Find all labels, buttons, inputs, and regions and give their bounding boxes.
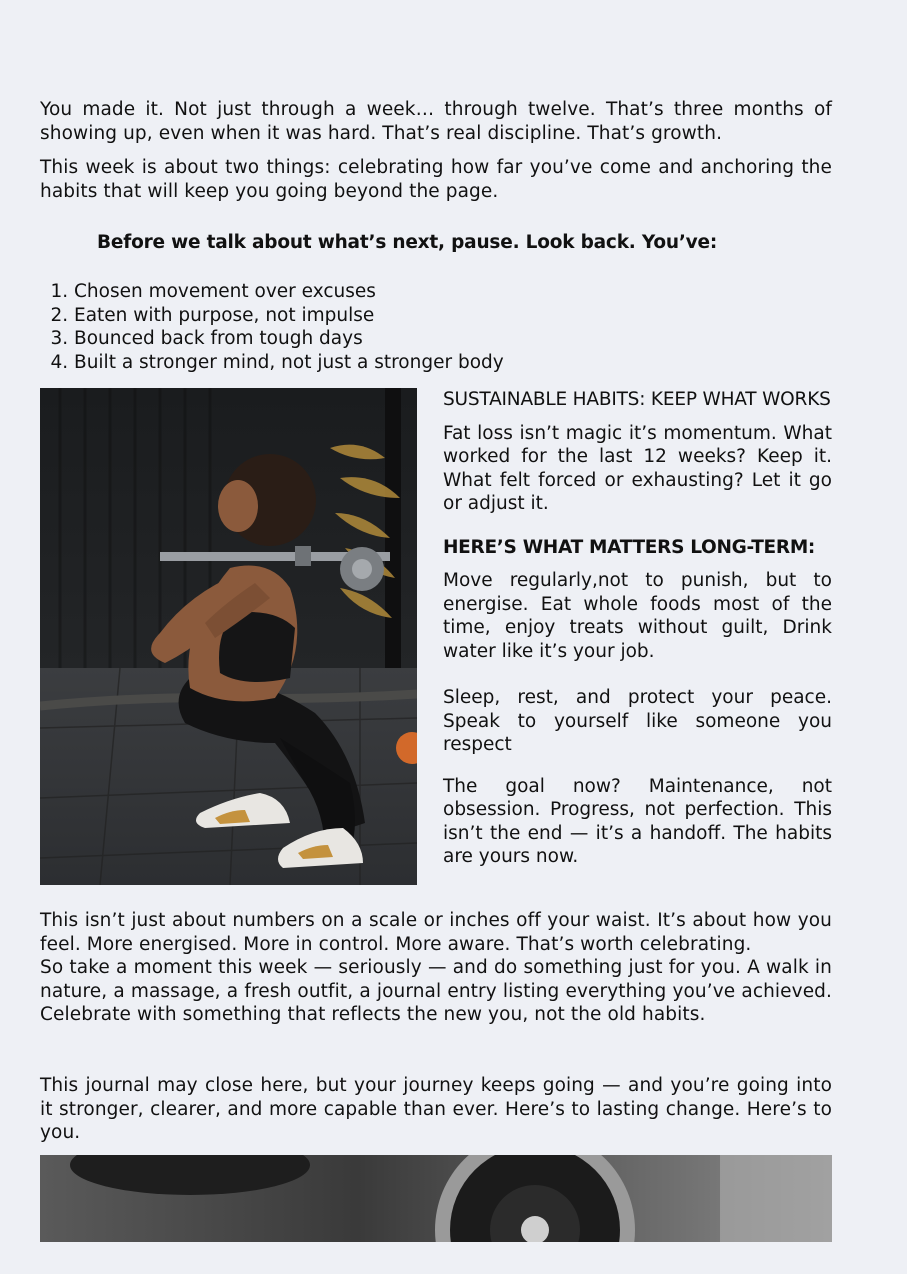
intro-paragraph-1: You made it. Not just through a week… through twelve. That’s three months of showing up, even when it was hard. That’s real discipline. That’s growth. — [40, 99, 832, 144]
habits-title: SUSTAINABLE HABITS: KEEP WHAT WORKS — [443, 389, 831, 410]
list-item: 4. Built a stronger mind, not just a stronger body — [74, 351, 674, 375]
habits-paragraph-2: Move regularly,not to punish, but to energise. Eat whole foods most of the time, enjoy treats without guilt, Drink water like it’s your job. — [443, 570, 832, 662]
closing-paragraph-1b: So take a moment this week — seriously — and do something just for you. A walk in nature, a massage, a fresh outfit, a journal entry listing everything you’ve achieved. Celebrate with something that reflects the new you, not the old habits. — [40, 957, 832, 1025]
achievements-list — [40, 280, 674, 374]
closing-paragraph-2: This journal may close here, but your journey keeps going — and you’re going into it stronger, clearer, and more capable than ever. Here’s to lasting change. Here’s to you. — [40, 1075, 832, 1143]
squat-photo — [40, 388, 417, 885]
list-item: 1. Chosen movement over excuses — [74, 280, 674, 304]
intro-paragraph-2: This week is about two things: celebrating how far you’ve come and anchoring the habits that will keep you going beyond the page. — [40, 157, 832, 202]
habits-subtitle: HERE’S WHAT MATTERS LONG-TERM: — [443, 536, 816, 558]
list-item: 3. Bounced back from tough days — [74, 327, 674, 351]
habits-paragraph-3: Sleep, rest, and protect your peace. Speak to yourself like someone you respect — [443, 687, 832, 755]
habits-paragraph-1: Fat loss isn’t magic it’s momentum. What worked for the last 12 weeks? Keep it. What felt forced or exhausting? Let it go or adjust it. — [443, 422, 832, 514]
barbell-plate-photo — [40, 1155, 832, 1242]
habits-section — [443, 388, 832, 869]
closing-paragraph-1 — [40, 909, 832, 1027]
closing-paragraph-1a: This isn’t just about numbers on a scale or inches off your waist. It’s about how you feel. More energised. More in control. More aware. That’s worth celebrating. — [40, 910, 832, 955]
reflection-heading: Before we talk about what’s next, pause. Look back. You’ve: — [97, 232, 718, 253]
habits-paragraph-4: The goal now? Maintenance, not obsession. Progress, not perfection. This isn’t the end — it’s a handoff. The habits are yours now. — [443, 775, 832, 867]
list-item: 2. Eaten with purpose, not impulse — [74, 304, 674, 328]
